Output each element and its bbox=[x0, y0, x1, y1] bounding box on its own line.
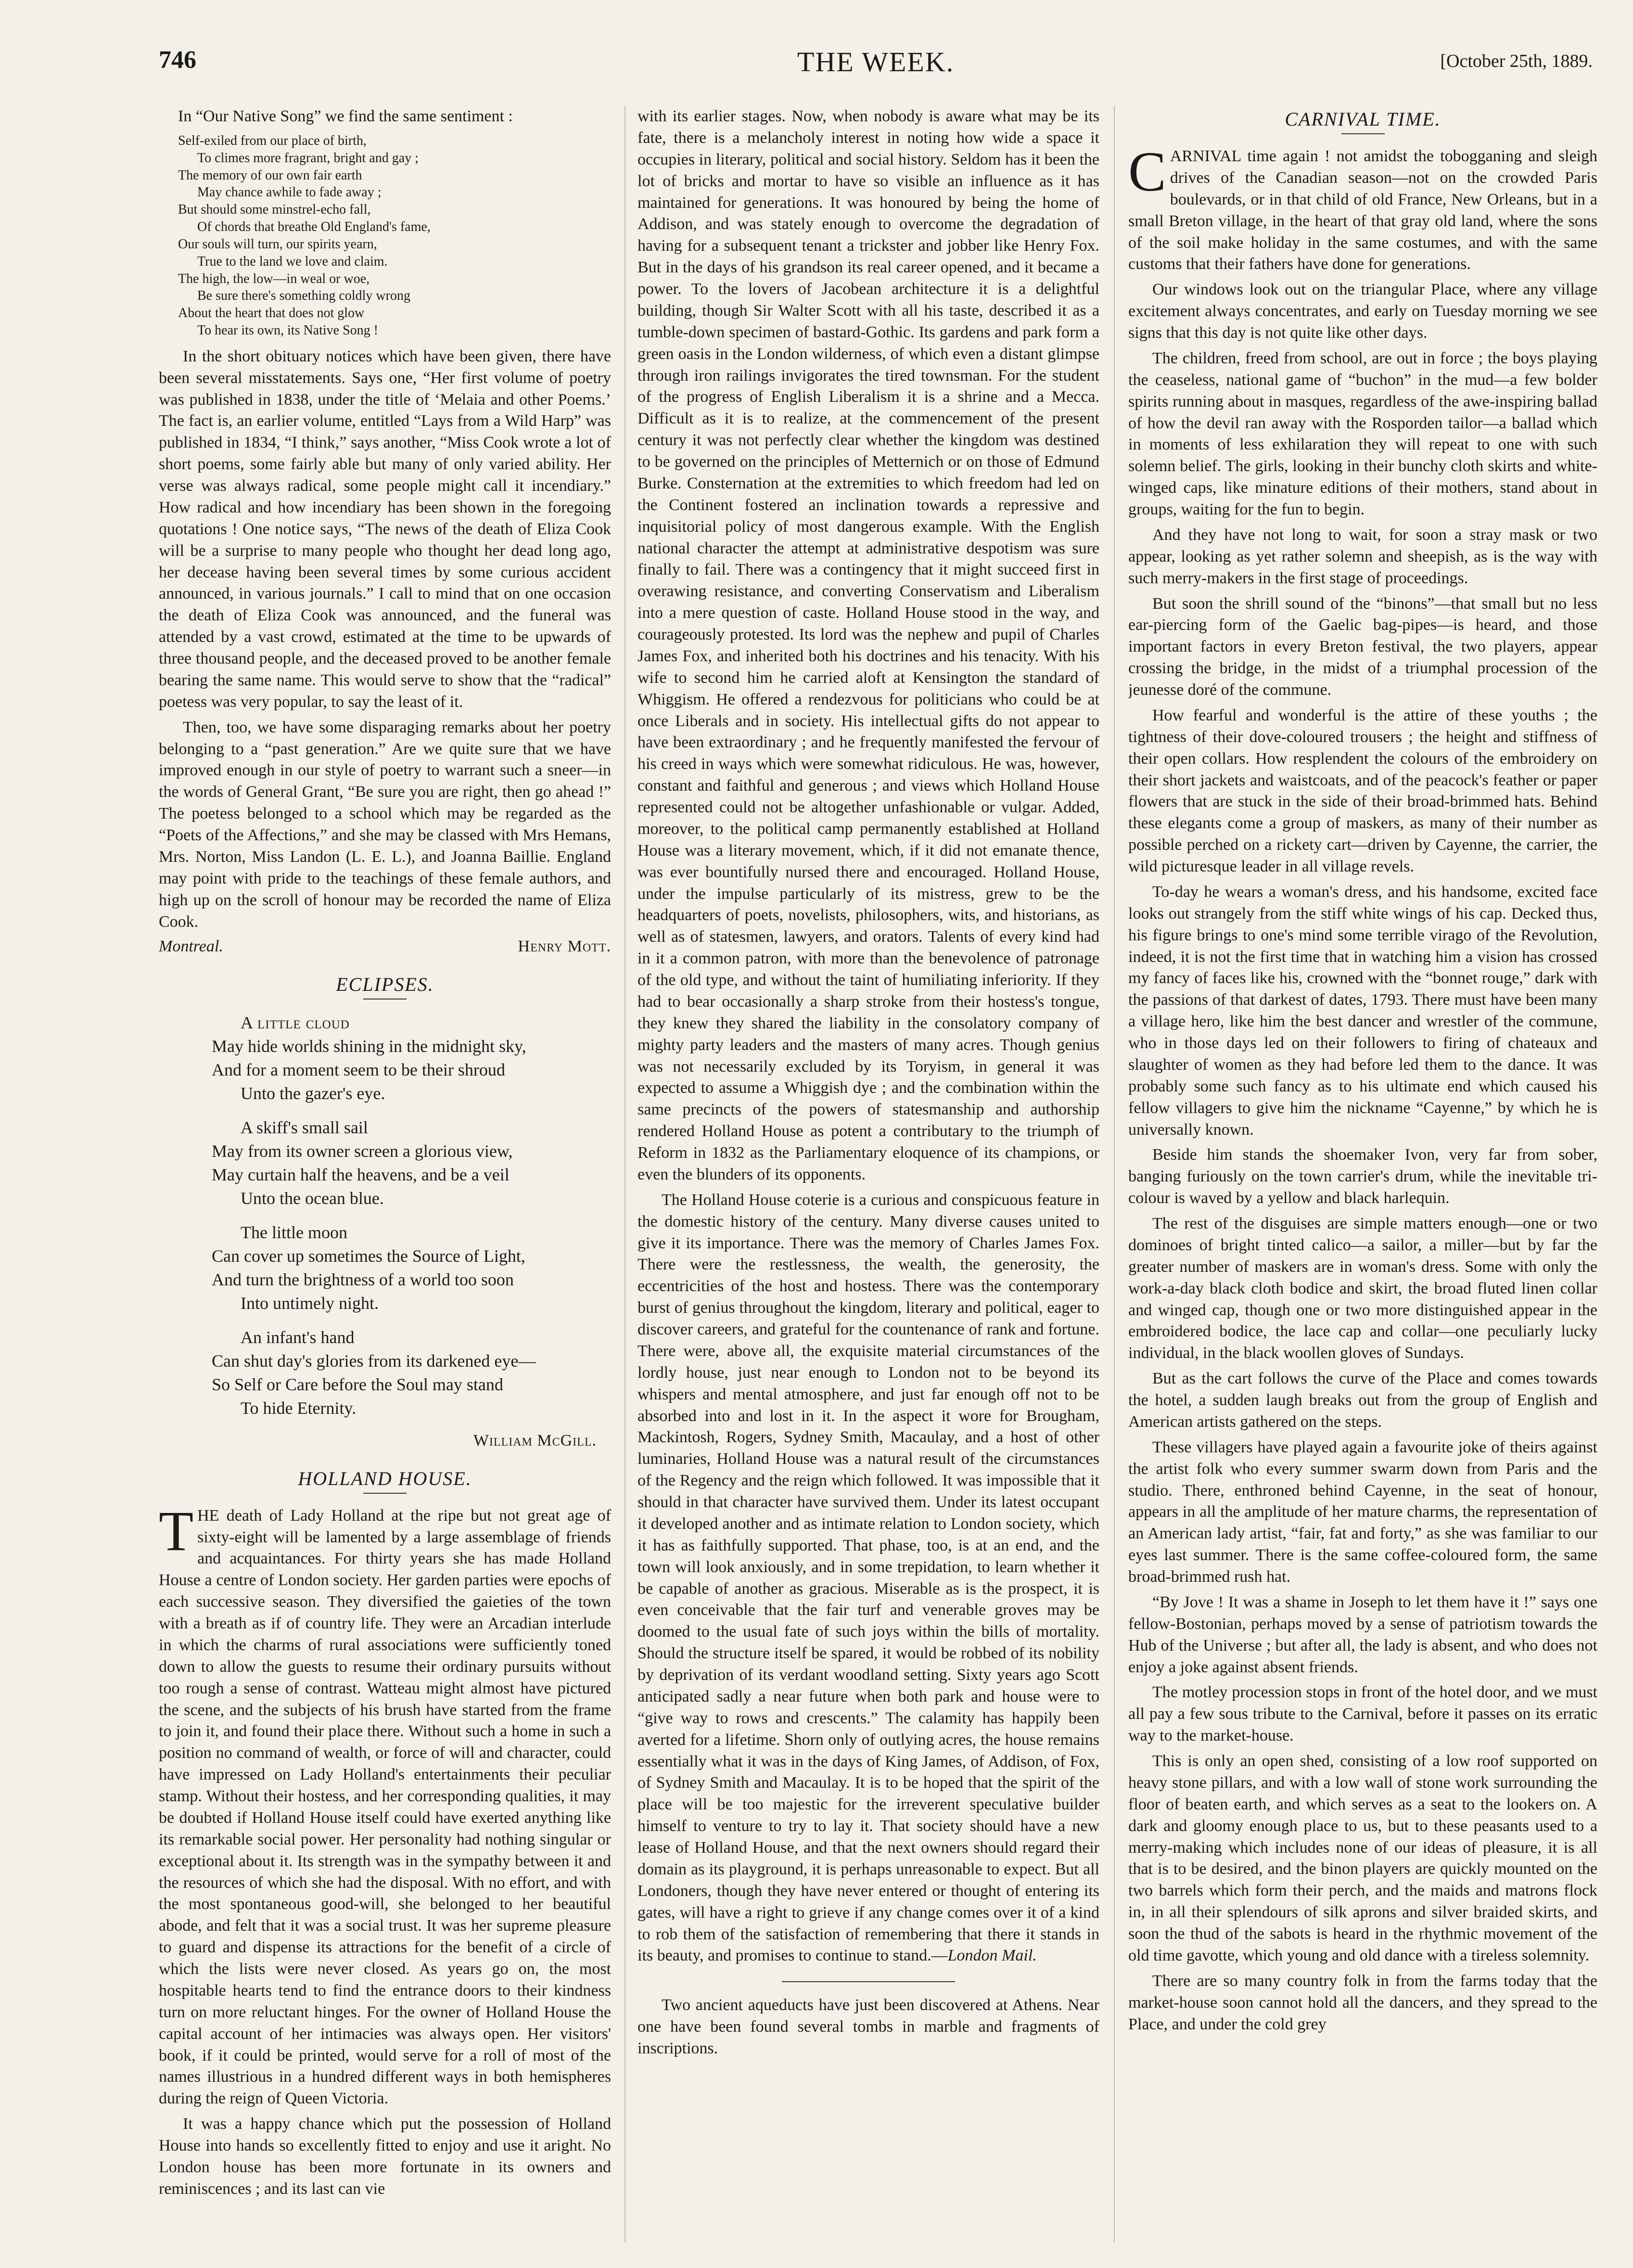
article-paragraph: There are so many country folk in from the farms today that the market-house soon cannot hold all the dancers, and they spread to the Place, and under the cold grey bbox=[1128, 1972, 1597, 2033]
article-paragraph bbox=[638, 1190, 1099, 1967]
article-paragraph: It was a happy chance which put the possession of Holland House into hands so excellently fitted to enjoy and use it aright. No London house has been more fortunate in its owners and reminiscences ; and its last can vie bbox=[159, 2115, 611, 2198]
section-title-carnival: CARNIVAL TIME. bbox=[1285, 108, 1441, 130]
title-rule bbox=[363, 1493, 407, 1494]
poem-line: May curtain half the heavens, and be a veil bbox=[212, 1165, 510, 1185]
poem-line: A skiff's small sail bbox=[241, 1118, 368, 1138]
poem-line: A little cloud bbox=[241, 1013, 350, 1033]
poem-line: And turn the brightness of a world too soon bbox=[212, 1269, 514, 1289]
poem-line: But should some minstrel-echo fall, bbox=[178, 202, 371, 218]
poem-line: About the heart that does not glow bbox=[178, 306, 365, 321]
column-1 bbox=[159, 106, 611, 2242]
poem-line: May chance awhile to fade away ; bbox=[197, 185, 382, 200]
poem-line: An infant's hand bbox=[241, 1327, 355, 1347]
drop-cap: T bbox=[159, 1499, 194, 1563]
author-name: Henry Mott. bbox=[518, 937, 611, 956]
section-title-eclipses: ECLIPSES. bbox=[336, 974, 434, 996]
poem-line: Be sure there's something coldly wrong bbox=[197, 288, 410, 304]
signature-line bbox=[159, 937, 611, 956]
column-2 bbox=[638, 106, 1099, 2242]
poem-line: Can cover up sometimes the Source of Light, bbox=[212, 1246, 525, 1266]
article-paragraph: with its earlier stages. Now, when nobody is aware what may be its fate, there is a melancholy interest in noting how wide a space it occupies in literary, political and social history. Seldom has it been the lot of bricks and mortar to have so visible an influence as it has maintained for generations. It was honoured by being the home of Addison, and was stately enough to overcome the degradation of having for a subsequent tenant a trickster and jobber like Henry Fox. But in the days of his grandson its real career opened, and it became a power. To the lovers of Jacobean architecture it is a delightful building, though Sir Walter Scott with all his taste, described it as a tumble-down specimen of bastard-Gothic. Its gardens and park form a green oasis in the London wilderness, of which even a distant glimpse through iron railings invigorates the tired townsman. For the student of the progress of English Liberalism it is a shrine and a Mecca. Difficult as it is to realize, at the commencement of the present century it was not perfectly clear whether the kingdom was destined to be governed on the principles of Metternich or on those of Edmund Burke. Consternation at the extremities to which freedom had led on the Continent fostered an inclination towards a repressive and inquisitorial policy of most dangerous example. With the English national character the attempt at administrative despotism was sure finally to fail. There was a contingency that it might succeed first in overawing resistance, and converting Conservatism and Liberalism into a mere question of caste. Holland House stood in the way, and courageously protested. Its lord was the nephew and pupil of Charles James Fox, and inherited both his doctrines and his tenacity. With his wife to second him he carried aloft at Kensington the standard of Whiggism. He offered a rendezvous for politicians who could be at once Liberals and in society. His intellectual gifts do not appear to have been extraordinary ; and he frequently manifested the fervour of his creed in ways which were somewhat ridiculous. He was, however, constant and faithful and generous ; and views which Holland House represented could not be altogether unfashionable or vulgar. Added, moreover, to the political camp permanently established at Holland House was a literary movement, which, if it did not emanate thence, was ever bountifully nursed there and encouraged. Holland House, under the impulse particularly of its mistress, grew to be the headquarters of poets, novelists, philosophers, wits, and historians, as well as of statesmen, lawyers, and orators. Talents of every kind had in it a common patron, with more than the benevolence of patronage of the old type, and without the taint of humiliating inferiority. If they had to bear occasionally a sharp stroke from their hostess's tongue, they knew they shared the liability in the consolatory company of mighty party leaders and the masters of many acres. Though genius was not necessarily excluded by its Toryism, in general it was expected to assume a Whiggish dye ; and the combination within the same precincts of the powers of statesmanship and authorship rendered Holland House as potent a contributary to the triumph of Reform in 1832 as the Parliamentary eloquence of its champions, or even the blunders of its opponents. bbox=[638, 107, 1099, 1183]
article-paragraph: The rest of the disguises are simple matters enough—one or two dominoes of bright tinted calico—a sailor, a miller—but by far the greater number of maskers are in woman's dress. Some with only the work-a-day black cloth bodice and skirt, the broad fluted linen collar and winged cap, though one or two more distinguished appear in the embroidered bodice, the lace cap and collar—one peculiarly lucky individual, in the black woollen gloves of Sundays. bbox=[1128, 1215, 1597, 1362]
poem-line: Unto the ocean blue. bbox=[241, 1189, 384, 1208]
signature-location: Montreal. bbox=[159, 937, 223, 956]
masthead-title: THE WEEK. bbox=[797, 46, 955, 77]
poem-line: True to the land we love and claim. bbox=[197, 254, 388, 269]
poem-line: To hear its own, its Native Song ! bbox=[197, 322, 378, 338]
section-title-holland-house: HOLLAND HOUSE. bbox=[298, 1467, 472, 1489]
article-paragraph: And they have not long to wait, for soon a stray mask or two appear, looking as yet rather solemn and sheepish, as is the way with such merry-makers in the first stage of proceedings. bbox=[1128, 525, 1597, 587]
article-paragraph: To-day he wears a woman's dress, and his handsome, excited face looks out strangely from the stiff white wings of his cap. Decked thus, his figure brings to one's mind some terrible virago of the Revolution, indeed, it is not the first time that in watching him a vision has crossed my fancy of faces like his, crowned with the “bonnet rouge,” dark with the passions of that darkest of dates, 1793. There must have been many a village hero, like him the best dancer and wrestler of the commune, who in those days led on their followers to firing of chateaux and slaughter of women as they had before led them to the dance. It was probably some such fancy as to his ultimate end which caused his fellow villagers to give him the nickname “Cayenne,” by which he is universally known. bbox=[1128, 883, 1597, 1139]
news-note: Two ancient aqueducts have just been discovered at Athens. Near one have been found several tombs in marble and fragments of inscriptions. bbox=[638, 1996, 1099, 2057]
paragraph-text: HE death of Lady Holland at the ripe but not great age of sixty-eight will be lamented by a large assemblage of friends and acquaintances. For thirty years she has made Holland House a centre of London society. Her garden parties were epochs of each successive season. They diversified the gaieties of the town with a breath as if of country life. They were an Arcadian interlude in which the charms of rural associations were sufficiently toned down to allow the guests to resume their ordinary pursuits without too rough a sense of contrast. Watteau might almost have pictured the scene, and the subjects of his brush have started from the frame to join it, and found their place there. Without such a home in such a position no command of wealth, or force of will and character, could have impressed on Lady Holland's entertainments their peculiar stamp. Without their hostess, and her corresponding qualities, it may be doubted if Holland House itself could have exerted anything like its remarkable social power. Her personality had nothing singular or exceptional about it. Its strength was in the sympathy between it and the resources of which she had the disposal. With no effort, and with the most spontaneous good-will, she belonged to her beautiful abode, and felt that it was a social trust. It was her supreme pleasure to guard and dispense its attractions for the benefit of a circle of which the lists were never closed. As years go on, the most hospitable hearts tend to find the entrance doors to their kindness turn on more reluctant hinges. For the owner of Holland House the capital account of her intimacies was always open. Her visitors' book, if it could be printed, would serve for a roll of most of the names illustrious in a hundred different ways in both hemispheres during the reign of Queen Victoria. bbox=[159, 1506, 611, 2108]
article-paragraph: Our windows look out on the triangular Place, where any village excitement always concentrates, and early on Tuesday morning we see signs that this day is not quite like other days. bbox=[1128, 281, 1597, 342]
poem-line: Self-exiled from our place of birth, bbox=[178, 133, 367, 148]
article-paragraph: The motley procession stops in front of the hotel door, and we must all pay a few sous tribute to the Carnival, before it passes on its erratic way to the market-house. bbox=[1128, 1683, 1597, 1745]
paragraph-text: ARNIVAL time again ! not amidst the tobogganing and sleigh drives of the Canadian season—not on the crowded Paris boulevards, or in that child of old France, New Orleans, but in a small Breton village, in the heart of that gray old land, where the sons of the soil make holiday in the same costumes, and with the same customs that their fathers have done for generations. bbox=[1128, 147, 1597, 273]
poem-stanza bbox=[212, 1326, 611, 1420]
article-paragraph: The children, freed from school, are out in force ; the boys playing the ceaseless, national game of “buchon” in the mud—a few bolder spirits running about in masques, regardless of the awe-inspiring ballad of how the devil ran away with the Rosporden tailor—a ballad which in moments of less exhilaration they will repeat to one with such solemn belief. The girls, looking in their bunchy cloth skirts and white-winged caps, like minature editions of their mothers, stand about in groups, waiting for the fun to begin. bbox=[1128, 349, 1597, 518]
poem-stanza bbox=[212, 1221, 611, 1315]
paragraph-text: The Holland House coterie is a curious and conspicuous feature in the domestic history of the century. Many diverse causes united to give it its importance. There was the memory of Charles James Fox. There were the restlessness, the wealth, the generosity, the eccentricities of the host and hostess. There was the contemporary burst of genius throughout the kingdom, literary and political, eager to discover careers, and grateful for the countenance of rank and fortune. There were, above all, the exquisite material circumstances of the lordly house, just near enough to London not to be beyond its whispers and mental atmosphere, and just far enough off not to be absorbed into and lost in it. In the aspect it wore for Brougham, Mackintosh, Rogers, Sydney Smith, Macaulay, and a host of other luminaries, Holland House was a natural result of the circumstances of the Regency and the reign which followed. It was impossible that it should in that character have survived them. Under its latest occupant it developed another and as intimate relation to London society, which it has as faithfully supported. That phase, too, is at an end, and the town will look anxiously, and in some trepidation, to learn whether it be capable of another as gracious. Miserable as is the prospect, it is even conceivable that the fair turf and venerable groves may be doomed to the usual fate of such joys within the bills of mortality. Should the structure itself be spared, it would be robbed of its nobility by deprivation of its verdant woodland setting. Sixty years ago Scott anticipated sadly a near future when both park and house were to “give way to rows and crescents.” The calamity has happily been averted for a lifetime. Shorn only of outlying acres, the house remains essentially what it was in the days of King James, of Addison, of Fox, of Sydney Smith and Macaulay. It is to be hoped that the spirit of the place will be too majestic for the irreverent speculative builder himself to venture to try to lay it. That society should have a new lease of Holland House, and that the next owners should regard their domain as its playground, it is perhaps unreasonable to expect. But all Londoners, though they have never entered or thought of entering its gates, will have a right to grieve if any change comes over it of a kind to rob them of the satisfaction of remembering that there it stands in its beauty, and promises to continue to stand.— bbox=[638, 1191, 1099, 1965]
article-paragraph: “By Jove ! It was a shame in Joseph to let them have it !” says one fellow-Bostonian, perhaps moved by a sense of patriotism towards the Hub of the Universe ; but after all, the lady is absent, and who does not enjoy a joke against absent friends. bbox=[1128, 1593, 1597, 1676]
article-paragraph: Then, too, we have some disparaging remarks about her poetry belonging to a “past generation.” Are we quite sure that we have improved enough in our style of poetry to warrant such a sneer—in the words of General Grant, “Be sure you are right, then go ahead !” The poetess belonged to a school which may be regarded as the “Poets of the Affections,” and she may be classed with Mrs Hemans, Mrs. Norton, Miss Landon (L. E. L.), and Joanna Baillie. England may point with pride to the teachings of these female authors, and high up on the scroll of honour may be recorded the name of Eliza Cook. bbox=[159, 718, 611, 931]
article-paragraph: How fearful and wonderful is the attire of these youths ; the tightness of their dove-coloured trousers ; the height and stiffness of their open collars. How resplendent the colours of the embroidery on their short jackets and waistcoats, and of the peacock's feather or paper flowers that are stuck in the side of their broad-brimmed hats. Behind these elegants come a group of maskers, as many of their number as possible perched on a rickety cart—driven by Cayenne, the carrier, the wild picturesque leader in all village revels. bbox=[1128, 706, 1597, 875]
poem-stanza bbox=[212, 1011, 611, 1105]
article-paragraph: These villagers have played again a favourite joke of theirs against the artist folk who every summer swarm down from Paris and the studio. There, enthroned behind Cayenne, in the seat of honour, appears in all the amplitude of her mature charms, the representation of an American lady artist, “fair, fat and forty,” as she was familiar to our eyes last summer. There is the same coffee-coloured form, the same broad-brimmed rush hat. bbox=[1128, 1438, 1597, 1586]
poem-line: Into untimely night. bbox=[241, 1293, 379, 1313]
poem-intro: In “Our Native Song” we find the same sentiment : bbox=[178, 107, 513, 125]
poem-line: The little moon bbox=[241, 1223, 347, 1243]
poem-line: Can shut day's glories from its darkened eye— bbox=[212, 1351, 536, 1371]
page-number: 746 bbox=[159, 46, 196, 74]
article-paragraph bbox=[159, 1499, 611, 2110]
poem-author: William McGill. bbox=[473, 1431, 597, 1449]
poem-line: To climes more fragrant, bright and gay ; bbox=[197, 150, 419, 166]
poem-line: The high, the low—in weal or woe, bbox=[178, 271, 370, 286]
poem-line: Our souls will turn, our spirits yearn, bbox=[178, 236, 377, 252]
poem-line: So Self or Care before the Soul may stand bbox=[212, 1374, 503, 1394]
article-source: London Mail. bbox=[947, 1947, 1037, 1965]
poem-line: Unto the gazer's eye. bbox=[241, 1084, 385, 1103]
article-paragraph: But soon the shrill sound of the “binons”—that small but no less ear-piercing form of the Gaelic bag-pipes—is heard, and those important factors in every Breton festival, the two players, appear crossing the bridge, in the midst of a triumphal procession of the jeunesse doré of the commune. bbox=[1128, 594, 1597, 699]
poem-line: Of chords that breathe Old England's fame, bbox=[197, 219, 431, 235]
article-paragraph: Beside him stands the shoemaker Ivon, very far from sober, banging furiously on the town carrier's drum, while the inevitable tri-colour is waved by a yellow and black harlequin. bbox=[1128, 1146, 1597, 1207]
article-paragraph: In the short obituary notices which have been given, there have been several misstatements. Says one, “Her first volume of poetry was published in 1838, under the title of ‘Melaia and other Poems.’ The fact is, an earlier volume, entitled “Lays from a Wild Harp” was published in 1834, “I think,” says another, “Miss Cook wrote a lot of short poems, some fairly able but many of only varied ability. Her verse was always radical, some people might call it incendiary.” How radical and how incendiary has been shown in the foregoing quotations ! One notice says, “The news of the death of Eliza Cook will be a surprise to many people who thought her dead long ago, her decease having been several times by some curious accident announced, in various journals.” I call to mind that on one occasion the death of Eliza Cook was announced, and the funeral was attended by a vast crowd, estimated at the time to be upwards of three thousand people, and the deceased proved to be another female bearing the same name. This would serve to show that the “radical” poetess was very popular, to say the least of it. bbox=[159, 347, 611, 711]
page-header bbox=[159, 46, 1593, 84]
native-song-poem bbox=[178, 132, 611, 339]
poem-line: And for a moment seem to be their shroud bbox=[212, 1060, 505, 1080]
poem-stanza bbox=[212, 1116, 611, 1210]
poem-line: May from its owner screen a glorious view, bbox=[212, 1141, 513, 1161]
column-3 bbox=[1128, 106, 1597, 2242]
column-rule bbox=[1114, 106, 1115, 2242]
article-paragraph bbox=[1128, 140, 1597, 275]
eclipses-poem bbox=[212, 1011, 611, 1420]
drop-cap: C bbox=[1128, 140, 1166, 203]
section-divider bbox=[782, 1981, 955, 1982]
poem-line: May hide worlds shining in the midnight sky, bbox=[212, 1037, 526, 1056]
poem-line: To hide Eternity. bbox=[241, 1398, 357, 1418]
title-rule bbox=[1341, 133, 1385, 134]
poem-line: The memory of our own fair earth bbox=[178, 167, 362, 183]
article-paragraph: But as the cart follows the curve of the Place and comes towards the hotel, a sudden laugh breaks out from the group of English and American artists gathered on the steps. bbox=[1128, 1370, 1597, 1431]
issue-date: [October 25th, 1889. bbox=[1440, 51, 1593, 71]
article-paragraph: This is only an open shed, consisting of a low roof supported on heavy stone pillars, and with a low wall of stone work surrounding the floor of beaten earth, and which serves as a seat to the lookers on. A dark and gloomy enough place to us, but to these peasants used to a merry-making which includes none of our ideas of pleasure, it is all that is to be desired, and the binon players are quickly mounted on the two barrels which form their perch, and the maids and matrons flock in, in all their splendours of silk aprons and silver braided skirts, and soon the thud of the sabots is heard in the rhythmic movement of the old time gavotte, which young and old dance with a tireless solemnity. bbox=[1128, 1752, 1597, 1964]
